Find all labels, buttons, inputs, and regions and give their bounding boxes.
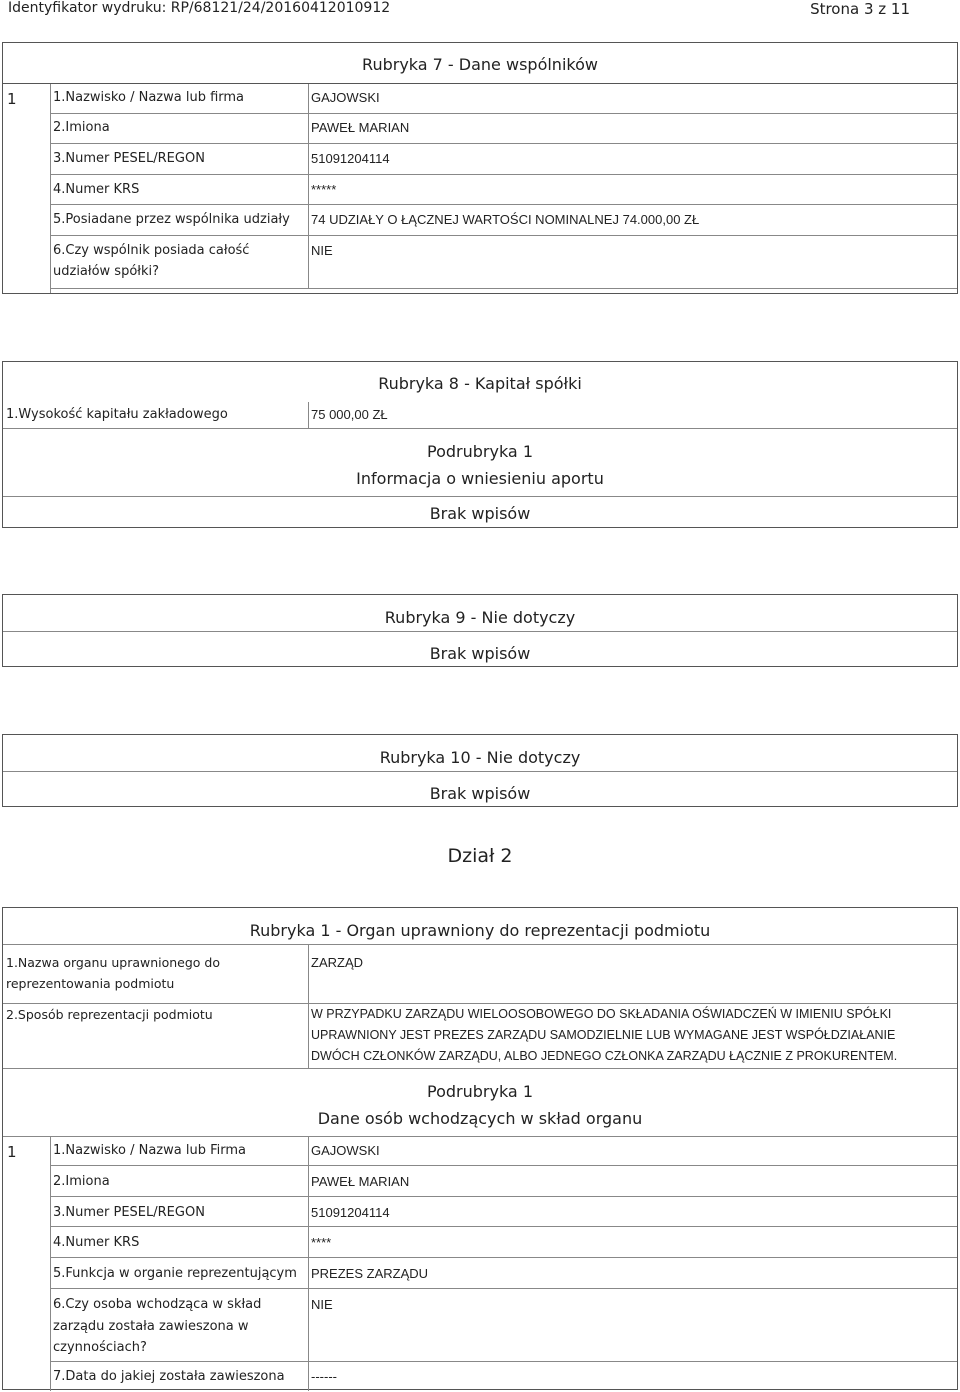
partner-label-pesel: 3.Numer PESEL/REGON <box>53 151 205 166</box>
member-label-suspended-line1: 6.Czy osoba wchodząca w skład <box>53 1297 262 1312</box>
rubryka-9-section <box>2 594 958 667</box>
representation-value-line3: DWÓCH CZŁONKÓW ZARZĄDU, ALBO JEDNEGO CZŁONKA ZARZĄDU ŁĄCZNIE Z PROKURENTEM. <box>311 1049 898 1063</box>
representation-value-line1: W PRZYPADKU ZARZĄDU WIELOOSOBOWEGO DO SKŁADANIA OŚWIADCZEŃ W IMIENIU SPÓŁKI <box>311 1007 892 1021</box>
member-label-suspended-line2: zarządu została zawieszona w <box>53 1319 249 1334</box>
member-label-name: 1.Nazwisko / Nazwa lub Firma <box>53 1143 246 1158</box>
member-value-firstnames: PAWEŁ MARIAN <box>311 1174 410 1189</box>
rubryka-10-title: Rubryka 10 - Nie dotyczy <box>379 748 581 767</box>
partner-value-firstnames: PAWEŁ MARIAN <box>311 120 410 135</box>
page-number: Strona 3 z 11 <box>810 0 910 18</box>
partner-value-pesel: 51091204114 <box>311 151 390 166</box>
organ-name-value: ZARZĄD <box>311 955 363 970</box>
organ-name-label-line2: reprezentowania podmiotu <box>6 976 175 991</box>
rubryka-9-empty-note: Brak wpisów <box>429 644 531 663</box>
member-label-firstnames: 2.Imiona <box>53 1174 110 1189</box>
partner-value-krs: ***** <box>311 182 337 197</box>
member-label-function: 5.Funkcja w organie reprezentującym <box>53 1266 297 1281</box>
rubryka-7-section <box>2 42 958 294</box>
partner-label-all-shares-line1: 6.Czy wspólnik posiada całość <box>53 243 250 258</box>
partner-label-firstnames: 2.Imiona <box>53 120 110 135</box>
contribution-subsection-title: Podrubryka 1 <box>427 442 533 461</box>
capital-value: 75 000,00 ZŁ <box>311 407 388 422</box>
rubryka-9-title: Rubryka 9 - Nie dotyczy <box>384 608 576 627</box>
contribution-subsection-subtitle: Informacja o wniesieniu aportu <box>356 469 604 488</box>
member-value-pesel: 51091204114 <box>311 1205 390 1220</box>
rubryka-10-empty-note: Brak wpisów <box>429 784 531 803</box>
rubryka-1-section <box>2 907 958 1390</box>
rubryka-1-title: Rubryka 1 - Organ uprawniony do reprezentacji podmiotu <box>249 921 711 940</box>
organ-name-label-line1: 1.Nazwa organu uprawnionego do <box>6 955 221 970</box>
partner-label-name: 1.Nazwisko / Nazwa lub firma <box>53 90 245 105</box>
member-value-name: GAJOWSKI <box>311 1143 380 1158</box>
member-label-krs: 4.Numer KRS <box>53 1235 140 1250</box>
members-subsection-subtitle: Dane osób wchodzących w skład organu <box>317 1109 643 1128</box>
member-label-pesel: 3.Numer PESEL/REGON <box>53 1205 205 1220</box>
rubryka-7-title: Rubryka 7 - Dane wspólników <box>362 55 598 74</box>
rubryka-8-section <box>2 361 958 528</box>
print-identifier: Identyfikator wydruku: RP/68121/24/20160412010912 <box>8 0 391 16</box>
partner-label-krs: 4.Numer KRS <box>53 182 140 197</box>
member-value-function: PREZES ZARZĄDU <box>311 1266 429 1281</box>
partner-label-shares: 5.Posiadane przez wspólnika udziały <box>53 212 290 227</box>
capital-label: 1.Wysokość kapitału zakładowego <box>6 407 228 422</box>
rubryka-8-title: Rubryka 8 - Kapitał spółki <box>378 374 582 393</box>
partner-index: 1 <box>7 90 17 108</box>
partner-value-name: GAJOWSKI <box>311 90 380 105</box>
member-value-suspended-until: ------ <box>311 1369 337 1384</box>
rubryka-10-section <box>2 734 958 807</box>
member-value-krs: **** <box>311 1235 332 1250</box>
members-subsection-title: Podrubryka 1 <box>427 1082 533 1101</box>
partner-value-shares: 74 UDZIAŁY O ŁĄCZNEJ WARTOŚCI NOMINALNEJ 74.000,00 ZŁ <box>311 212 700 227</box>
contribution-empty-note: Brak wpisów <box>429 504 531 523</box>
section-heading-dzial-2: Dział 2 <box>447 845 513 867</box>
member-value-suspended: NIE <box>311 1297 333 1312</box>
member-index: 1 <box>7 1143 17 1161</box>
representation-value-line2: UPRAWNIONY JEST PREZES ZARZĄDU SAMODZIELNIE LUB WYMAGANE JEST WSPÓŁDZIAŁANIE <box>311 1028 896 1042</box>
partner-value-all-shares: NIE <box>311 243 333 258</box>
member-label-suspended-until: 7.Data do jakiej została zawieszona <box>53 1369 285 1384</box>
member-label-suspended-line3: czynnościach? <box>53 1340 147 1355</box>
partner-label-all-shares-line2: udziałów spółki? <box>53 264 160 279</box>
representation-label: 2.Sposób reprezentacji podmiotu <box>6 1007 213 1022</box>
